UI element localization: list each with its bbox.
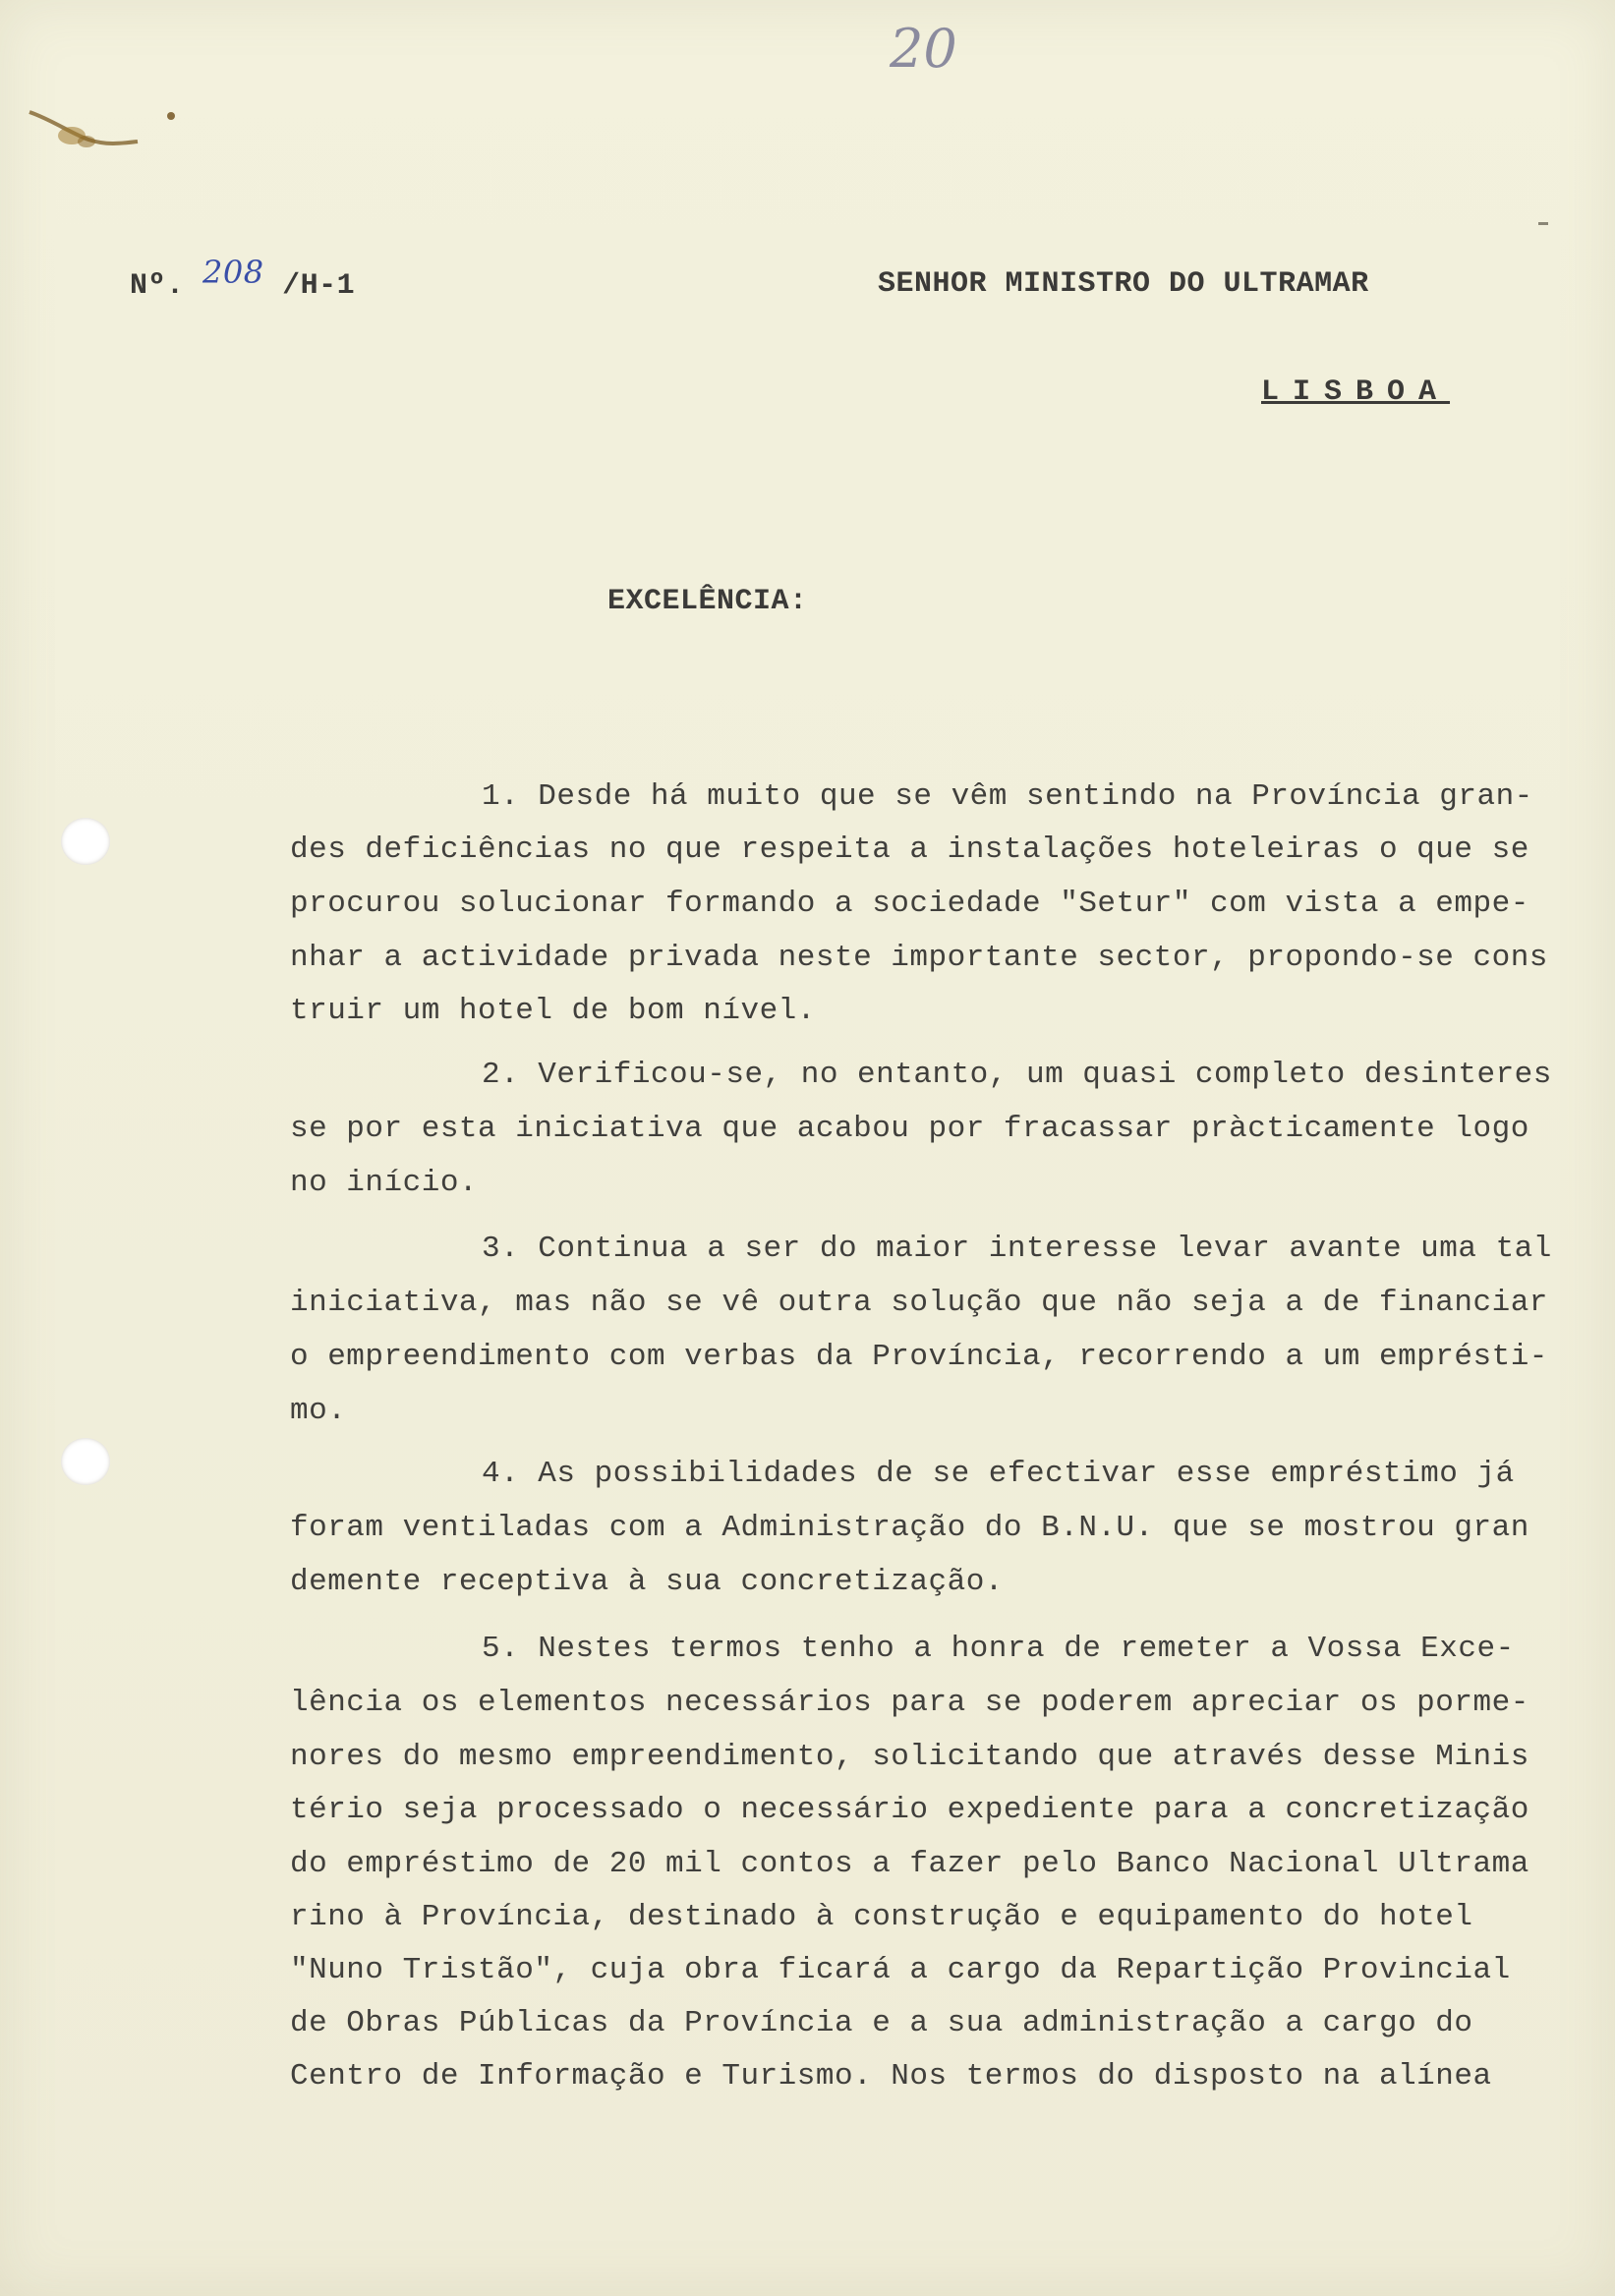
body-line: de Obras Públicas da Província e a sua administração a cargo do — [290, 2006, 1473, 2040]
body-line: rino à Província, destinado à construção e equipamento do hotel — [290, 1900, 1473, 1934]
body-line: tério seja processado o necessário expediente para a concretização — [290, 1793, 1529, 1827]
body-line: 4. As possibilidades de se efectivar esse empréstimo já — [482, 1457, 1515, 1491]
body-line: "Nuno Tristão", cuja obra ficará a cargo da Repartição Provincial — [290, 1953, 1511, 1987]
body-line: truir um hotel de bom nível. — [290, 994, 816, 1028]
reference-prefix: Nº. — [130, 269, 185, 303]
punch-hole — [61, 818, 110, 865]
edge-mark — [1538, 222, 1548, 225]
body-line: 3. Continua a ser do maior interesse levar avante uma tal — [482, 1232, 1552, 1266]
body-line: mo. — [290, 1394, 347, 1428]
city-line: LISBOA — [1261, 375, 1451, 409]
body-line: nores do mesmo empreendimento, solicitando que através desse Minis — [290, 1740, 1529, 1774]
body-line: no início. — [290, 1166, 479, 1200]
archive-page-number: 20 — [890, 18, 957, 80]
body-line: o empreendimento com verbas da Província, recorrendo a um emprésti- — [290, 1340, 1548, 1374]
punch-hole — [61, 1438, 110, 1485]
body-line: nhar a actividade privada neste importante sector, propondo-se cons — [290, 941, 1548, 975]
body-line: iniciativa, mas não se vê outra solução que não seja a de financiar — [290, 1286, 1548, 1320]
body-line: procurou solucionar formando a sociedade "Setur" com vista a empe- — [290, 887, 1529, 921]
body-line: se por esta iniciativa que acabou por fracassar pràcticamente logo — [290, 1112, 1529, 1146]
reference-suffix: /H-1 — [282, 269, 356, 303]
salutation: EXCELÊNCIA: — [607, 585, 808, 618]
body-line: 1. Desde há muito que se vêm sentindo na Província gran- — [482, 779, 1533, 814]
body-line: des deficiências no que respeita a instalações hoteleiras o que se — [290, 832, 1529, 867]
reference-number — [130, 254, 356, 303]
recipient-line: SENHOR MINISTRO DO ULTRAMAR — [878, 267, 1369, 301]
body-line: 5. Nestes termos tenho a honra de remeter a Vossa Exce- — [482, 1632, 1515, 1666]
rust-stain-mark — [28, 106, 175, 165]
body-line: 2. Verificou-se, no entanto, um quasi completo desinteres — [482, 1058, 1552, 1092]
handwritten-reference-number: 208 — [202, 254, 264, 291]
body-line: demente receptiva à sua concretização. — [290, 1565, 1004, 1599]
body-line: do empréstimo de 20 mil contos a fazer pelo Banco Nacional Ultrama — [290, 1847, 1529, 1881]
body-line: foram ventiladas com a Administração do B.N.U. que se mostrou gran — [290, 1511, 1529, 1545]
body-line: Centro de Informação e Turismo. Nos termos do disposto na alínea — [290, 2059, 1492, 2094]
body-line: lência os elementos necessários para se poderem apreciar os porme- — [290, 1686, 1529, 1720]
